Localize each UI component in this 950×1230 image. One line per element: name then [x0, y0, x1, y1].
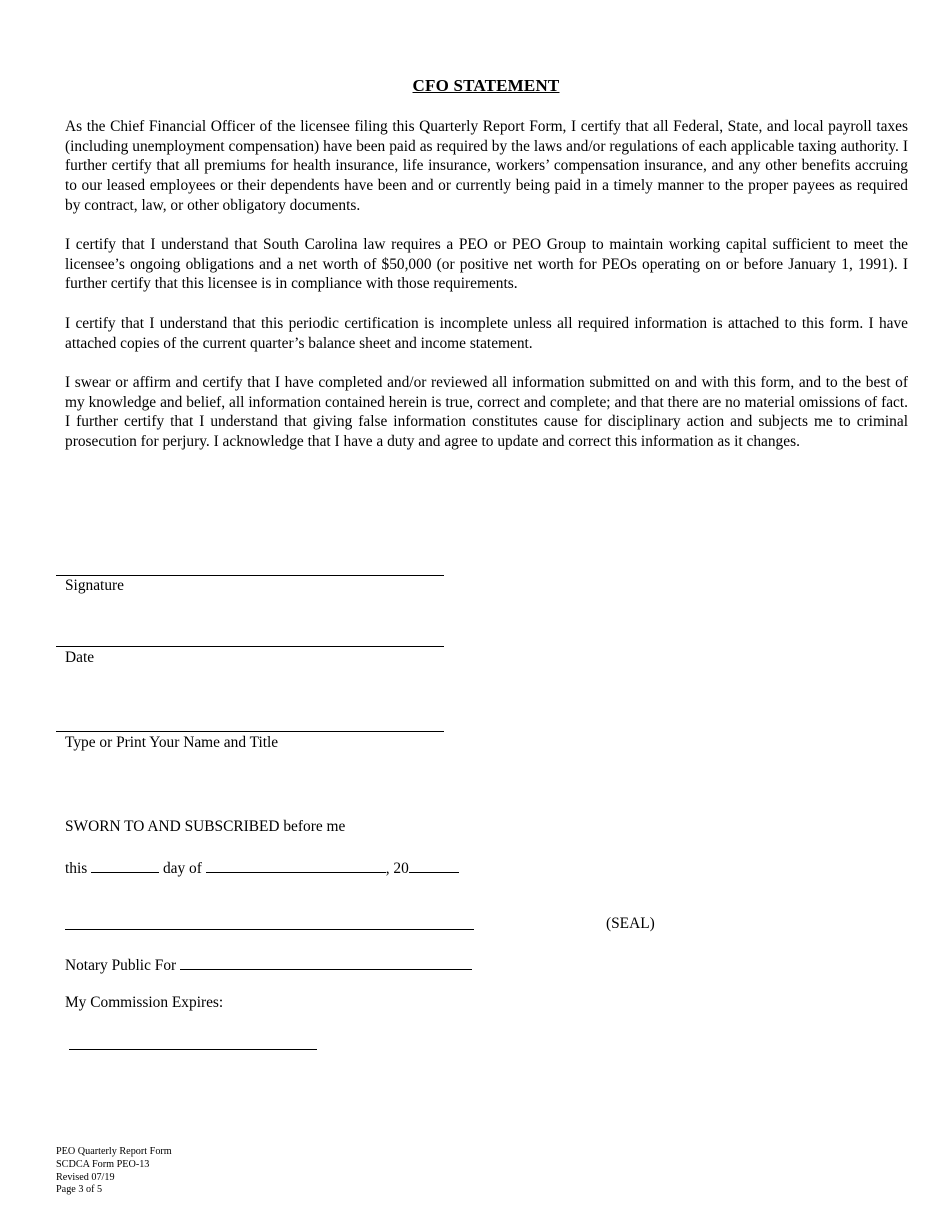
certification-paragraph-oath: I swear or affirm and certify that I have completed and/or reviewed all information submitted on and with this form, and to the best of my knowledge and belief, all information contained herein is true, correct and complete; and that there are no material omissions of fact. I further certify that I understand that giving false information constitutes cause for disciplinary action and subjects me to criminal prosecution for perjury. I acknowledge that I have a duty and agree to update and correct this information as it changes. [65, 374, 908, 451]
notary-public-field[interactable] [180, 954, 472, 970]
footer-page-number: Page 3 of 5 [56, 1184, 103, 1196]
date-line[interactable] [56, 646, 444, 647]
footer-form-name: PEO Quarterly Report Form [56, 1146, 172, 1157]
day-of-text: day of [162, 860, 202, 877]
year-blank-field[interactable] [409, 857, 459, 873]
commission-expires-label: My Commission Expires: [65, 994, 224, 1011]
certification-paragraph-net-worth: I certify that I understand that South Carolina law requires a PEO or PEO Group to maintain working capital sufficient to meet the licensee’s ongoing obligations and a net worth of $50,000 (or positive net worth for PEOs operating on or before January 1, 1991). I further certify that this licensee is in compliance with those requirements. [65, 236, 908, 293]
notary-date-row [65, 857, 459, 878]
date-label: Date [65, 649, 95, 666]
form-footer [56, 1146, 172, 1197]
year-prefix-text: , 20 [385, 860, 409, 877]
notary-public-row [65, 954, 472, 975]
page-title: CFO STATEMENT [412, 76, 560, 95]
name-title-label: Type or Print Your Name and Title [65, 734, 279, 751]
month-blank-field[interactable] [206, 857, 386, 873]
certification-paragraph-taxes: As the Chief Financial Officer of the licensee filing this Quarterly Report Form, I certify that all Federal, State, and local payroll taxes (including unemployment compensation) have been paid as required by the laws and/or regulations of each applicable taxing authority. I further certify that all premiums for health insurance, life insurance, workers’ compensation insurance, and any other benefits accruing to our leased employees or their dependents have been and or currently being paid in a timely manner to the proper payees as required by contract, law, or other obligatory documents. [65, 118, 908, 214]
sworn-statement: SWORN TO AND SUBSCRIBED before me [65, 818, 346, 835]
name-title-line[interactable] [56, 731, 444, 732]
signature-label: Signature [65, 577, 124, 594]
this-text: this [65, 860, 88, 877]
notary-signature-field[interactable] [65, 914, 474, 930]
notary-public-label: Notary Public For [65, 957, 177, 974]
day-blank-field[interactable] [91, 857, 159, 873]
commission-expires-field[interactable] [69, 1034, 317, 1050]
notary-signature-row [65, 914, 474, 935]
footer-form-number: SCDCA Form PEO-13 [56, 1158, 150, 1170]
certification-paragraph-attachments: I certify that I understand that this periodic certification is incomplete unless all required information is attached to this form. I have attached copies of the current quarter’s balance sheet and income statement. [65, 315, 908, 352]
seal-label: (SEAL) [606, 915, 655, 932]
commission-expires-row [69, 1034, 317, 1055]
footer-revision: Revised 07/19 [56, 1171, 115, 1183]
